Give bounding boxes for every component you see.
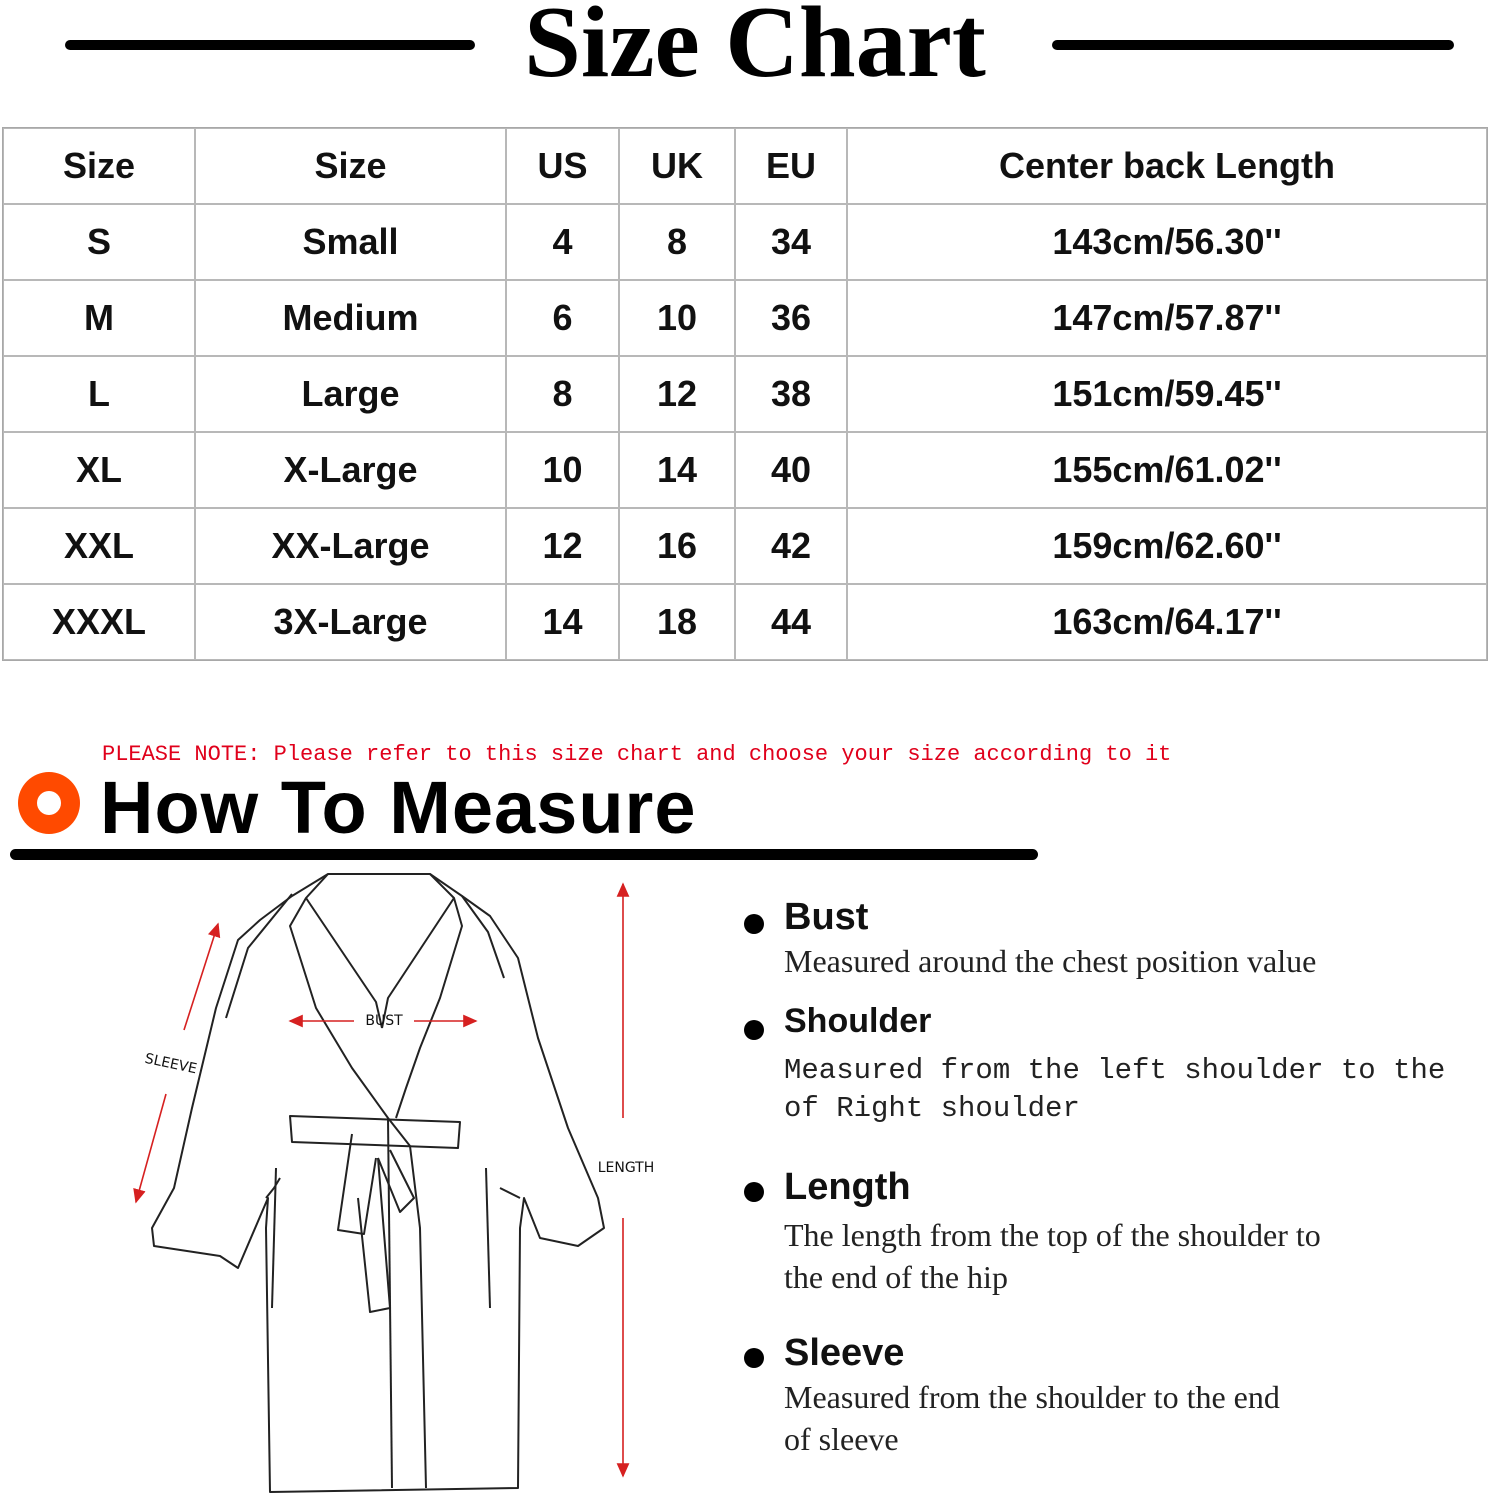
header-cell-uk: UK — [619, 128, 735, 204]
table-cell: 151cm/59.45'' — [847, 356, 1487, 432]
guide-desc-line: of sleeve — [784, 1421, 899, 1457]
robe-outline — [152, 874, 604, 1492]
title-rule-right — [1052, 40, 1454, 50]
table-cell: 14 — [619, 432, 735, 508]
table-cell: 44 — [735, 584, 847, 660]
table-cell: 147cm/57.87'' — [847, 280, 1487, 356]
guide-title: Sleeve — [784, 1332, 905, 1374]
table-cell: 8 — [619, 204, 735, 280]
table-cell: XL — [3, 432, 195, 508]
table-cell: 10 — [619, 280, 735, 356]
bullet-icon — [744, 1182, 764, 1202]
header-cell-us: US — [506, 128, 619, 204]
guide-desc-line: of Right shoulder — [784, 1092, 1080, 1125]
table-cell: 12 — [506, 508, 619, 584]
ring-bullet-icon — [18, 772, 80, 834]
table-cell: XXL — [3, 508, 195, 584]
table-cell: 4 — [506, 204, 619, 280]
table-cell: XXXL — [3, 584, 195, 660]
table-cell: 143cm/56.30'' — [847, 204, 1487, 280]
table-cell: Large — [195, 356, 506, 432]
guide-title: Length — [784, 1166, 911, 1208]
table-cell: Medium — [195, 280, 506, 356]
table-header-row — [3, 128, 1487, 204]
guide-title: Bust — [784, 896, 869, 938]
table-row — [3, 584, 1487, 660]
table-row — [3, 204, 1487, 280]
table-cell: 6 — [506, 280, 619, 356]
sleeve-label: SLEEVE — [143, 1050, 199, 1078]
size-table — [2, 127, 1488, 661]
bullet-icon — [744, 1020, 764, 1040]
table-cell: 163cm/64.17'' — [847, 584, 1487, 660]
page-title: Size Chart — [524, 0, 986, 99]
table-row — [3, 356, 1487, 432]
bullet-icon — [744, 1348, 764, 1368]
table-cell: 8 — [506, 356, 619, 432]
header-cell-size-name: Size — [195, 128, 506, 204]
table-cell: 40 — [735, 432, 847, 508]
table-cell: 155cm/61.02'' — [847, 432, 1487, 508]
table-cell: M — [3, 280, 195, 356]
table-cell: XX-Large — [195, 508, 506, 584]
size-chart-header — [0, 0, 1490, 110]
guide-desc-line: the end of the hip — [784, 1259, 1008, 1295]
table-cell: 42 — [735, 508, 847, 584]
table-cell: 18 — [619, 584, 735, 660]
robe-diagram — [120, 868, 700, 1500]
belt — [290, 1116, 460, 1148]
bust-label: BUST — [365, 1013, 403, 1029]
table-cell: 36 — [735, 280, 847, 356]
table-cell: 3X-Large — [195, 584, 506, 660]
table-cell: X-Large — [195, 432, 506, 508]
table-cell: 159cm/62.60'' — [847, 508, 1487, 584]
guide-title: Shoulder — [784, 1002, 932, 1040]
guide-desc-line: Measured around the chest position value — [784, 943, 1317, 979]
table-cell: 10 — [506, 432, 619, 508]
table-cell: S — [3, 204, 195, 280]
table-cell: 38 — [735, 356, 847, 432]
table-row — [3, 508, 1487, 584]
length-label: LENGTH — [597, 1160, 655, 1176]
table-cell: Small — [195, 204, 506, 280]
table-row — [3, 432, 1487, 508]
title-rule-left — [65, 40, 475, 50]
guide-desc-line: Measured from the shoulder to the end — [784, 1379, 1280, 1415]
table-cell: 16 — [619, 508, 735, 584]
size-note: PLEASE NOTE: Please refer to this size chart and choose your size according to it — [102, 742, 1172, 767]
bullet-icon — [744, 914, 764, 934]
guide-desc-line: Measured from the left shoulder to the — [784, 1054, 1446, 1087]
table-cell: L — [3, 356, 195, 432]
header-cell-eu: EU — [735, 128, 847, 204]
table-row — [3, 280, 1487, 356]
table-cell: 12 — [619, 356, 735, 432]
header-cell-length: Center back Length — [847, 128, 1487, 204]
table-cell: 14 — [506, 584, 619, 660]
guide-desc-line: The length from the top of the shoulder to — [784, 1217, 1321, 1253]
section-divider — [10, 849, 1038, 860]
table-cell: 34 — [735, 204, 847, 280]
header-cell-size-code: Size — [3, 128, 195, 204]
how-to-measure-title: How To Measure — [100, 766, 697, 849]
